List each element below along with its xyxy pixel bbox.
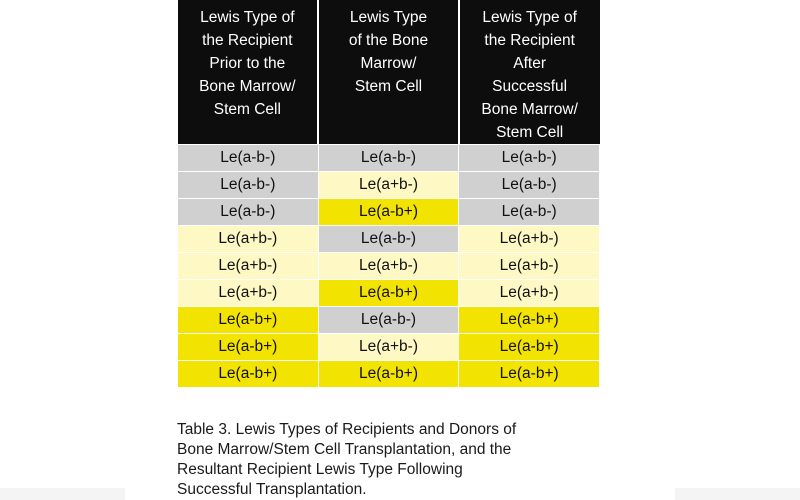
header-line: Bone Marrow/ xyxy=(199,78,296,95)
table-cell: Le(a-b+) xyxy=(178,361,319,388)
header-line: the Recipient xyxy=(202,32,293,49)
table-cell: Le(a-b-) xyxy=(178,172,319,199)
header-line: Prior to the xyxy=(209,55,286,72)
table-cell: Le(a+b-) xyxy=(459,280,600,307)
table-row xyxy=(178,334,600,361)
table-cell: Le(a+b-) xyxy=(318,253,459,280)
table-cell: Le(a-b-) xyxy=(318,307,459,334)
table-row xyxy=(178,145,600,172)
caption-line: Bone Marrow/Stem Cell Transplantation, and the xyxy=(177,441,512,458)
table-cell: Le(a+b-) xyxy=(178,253,319,280)
table-cell: Le(a-b+) xyxy=(459,307,600,334)
table-cell: Le(a+b-) xyxy=(318,172,459,199)
table-cell: Le(a-b-) xyxy=(178,199,319,226)
header-recipient-prior xyxy=(178,0,319,145)
table-row xyxy=(178,307,600,334)
table-header-row xyxy=(178,0,600,145)
header-line: Bone Marrow/ xyxy=(481,101,578,118)
table-cell: Le(a+b-) xyxy=(459,253,600,280)
table-cell: Le(a-b+) xyxy=(178,334,319,361)
table-cell: Le(a-b-) xyxy=(459,145,600,172)
header-line: Successful xyxy=(492,78,568,95)
header-line: the Recipient xyxy=(484,32,575,49)
caption-line: Resultant Recipient Lewis Type Following xyxy=(177,461,463,478)
header-bone-marrow xyxy=(318,0,459,145)
table-cell: Le(a+b-) xyxy=(178,280,319,307)
table-cell: Le(a-b+) xyxy=(459,334,600,361)
header-line: Lewis Type of xyxy=(482,9,577,26)
page-margin-shade-left xyxy=(0,488,125,500)
table-row xyxy=(178,226,600,253)
table-cell: Le(a-b+) xyxy=(318,361,459,388)
table-cell: Le(a+b-) xyxy=(178,226,319,253)
table-cell: Le(a-b-) xyxy=(318,226,459,253)
header-line: Stem Cell xyxy=(496,124,564,141)
table-cell: Le(a+b-) xyxy=(459,226,600,253)
header-recipient-after xyxy=(459,0,600,145)
header-line: After xyxy=(513,55,547,72)
table-cell: Le(a-b+) xyxy=(318,199,459,226)
table-cell: Le(a-b+) xyxy=(178,307,319,334)
caption-line: Table 3. Lewis Types of Recipients and Donors of xyxy=(177,421,517,438)
header-line: of the Bone xyxy=(348,32,429,49)
table-caption xyxy=(177,420,617,500)
header-line: Lewis Type xyxy=(349,9,428,26)
table-cell: Le(a+b-) xyxy=(318,334,459,361)
table-row xyxy=(178,253,600,280)
table-row xyxy=(178,172,600,199)
page-margin-shade-right xyxy=(675,488,800,500)
table-row xyxy=(178,199,600,226)
table-cell: Le(a-b-) xyxy=(459,172,600,199)
table-cell: Le(a-b-) xyxy=(178,145,319,172)
table-cell: Le(a-b+) xyxy=(318,280,459,307)
caption-line: Successful Transplantation. xyxy=(177,481,367,498)
table-row xyxy=(178,361,600,388)
lewis-type-table xyxy=(177,0,600,388)
table-cell: Le(a-b-) xyxy=(459,199,600,226)
header-line: Stem Cell xyxy=(354,78,423,95)
header-line: Marrow/ xyxy=(360,55,417,72)
table-cell: Le(a-b-) xyxy=(318,145,459,172)
table-row xyxy=(178,280,600,307)
header-line: Lewis Type of xyxy=(200,9,295,26)
header-line: Stem Cell xyxy=(213,101,281,118)
table-cell: Le(a-b+) xyxy=(459,361,600,388)
